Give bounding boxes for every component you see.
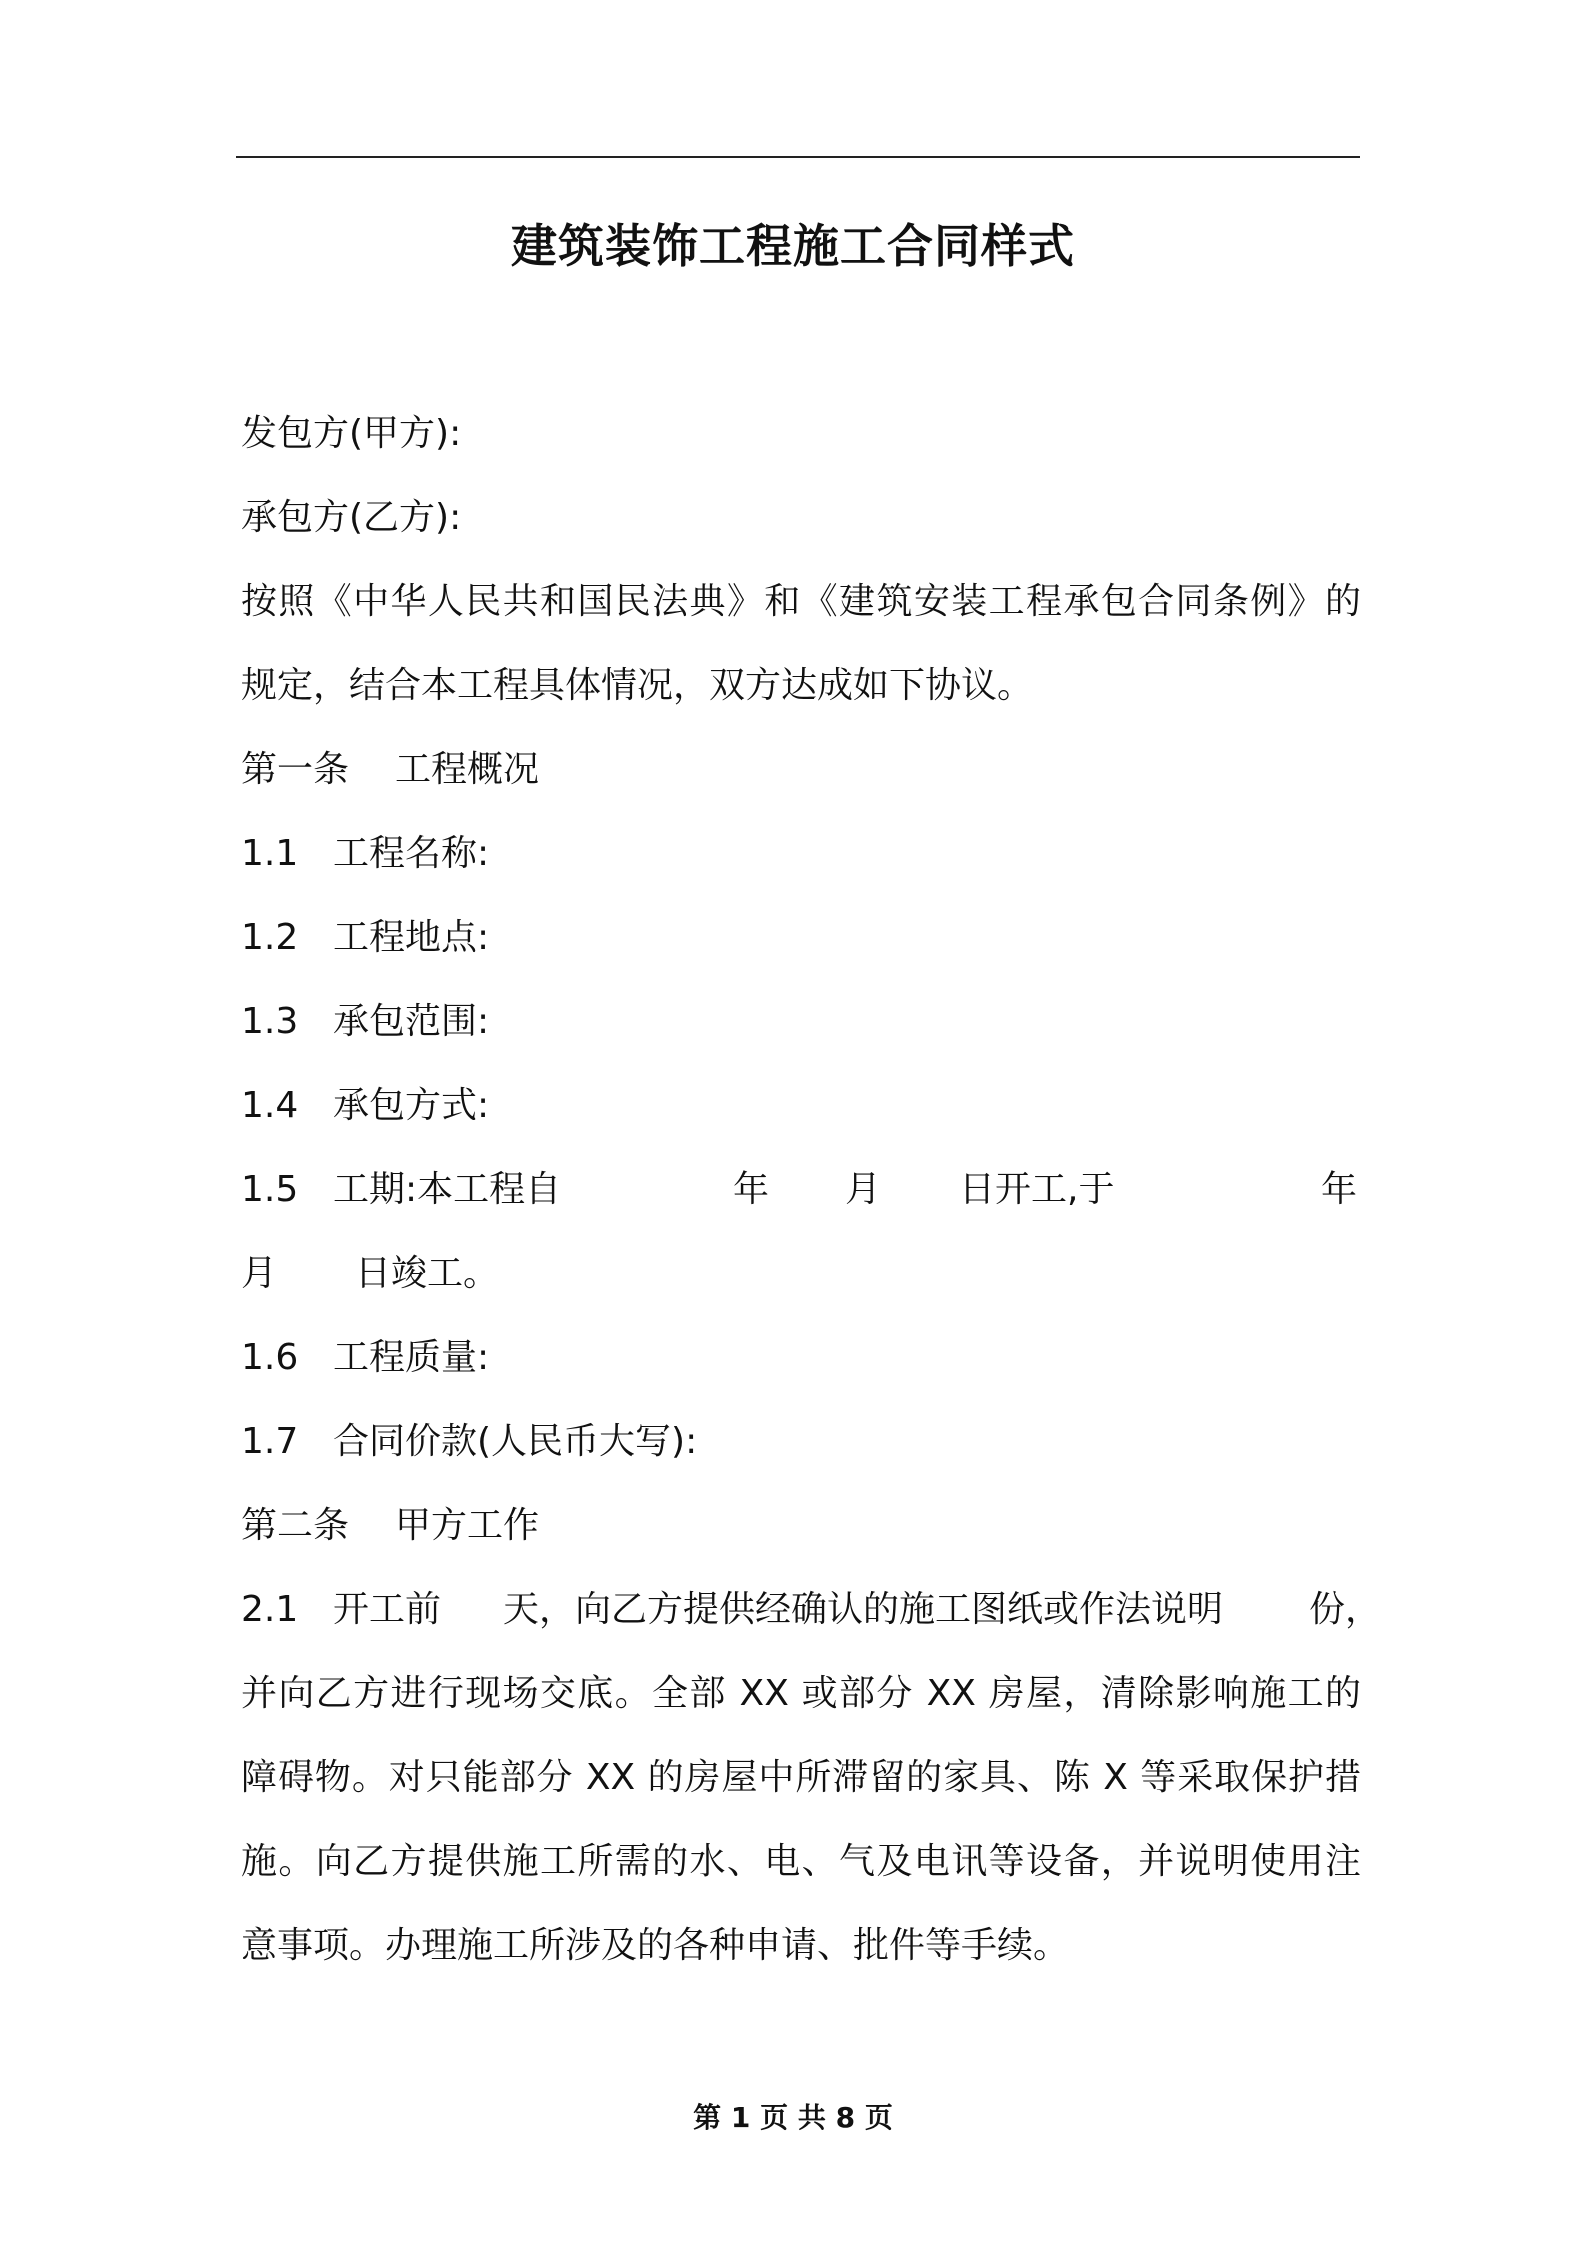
end-year-label: 年 — [1321, 1169, 1358, 1210]
item-number: 1.2 — [241, 917, 299, 958]
item-1-5-line-1 — [241, 1160, 1361, 1220]
article-2-title: 甲方工作 — [395, 1505, 540, 1546]
item-text: 工程名称: — [333, 833, 490, 874]
article-1-label: 第一条 — [241, 749, 350, 790]
item-1-1 — [241, 824, 489, 884]
page-number-footer: 第 1 页 共 8 页 — [693, 2101, 893, 2134]
item-2-1-text-c: 份， — [1309, 1589, 1382, 1630]
item-number: 1.7 — [241, 1421, 299, 1462]
end-month-label: 月 — [241, 1253, 278, 1294]
duration-mid-text: 日开工,于 — [959, 1169, 1115, 1210]
preamble-line-1: 按照《中华人民共和国民法典》和《建筑安装工程承包合同条例》的 — [241, 581, 1361, 622]
item-number: 2.1 — [241, 1589, 299, 1630]
item-number: 1.6 — [241, 1337, 299, 1378]
item-1-5-line-2 — [241, 1244, 1361, 1304]
article-1-title: 工程概况 — [395, 749, 540, 790]
item-number: 1.3 — [241, 1001, 299, 1042]
header-rule — [236, 156, 1360, 158]
item-2-1-line-4: 施。向乙方提供施工所需的水、电、气及电讯等设备，并说明使用注 — [241, 1841, 1361, 1882]
item-number: 1.5 — [241, 1169, 299, 1210]
item-text: 工程地点: — [333, 917, 490, 958]
item-text: 承包范围: — [333, 1001, 490, 1042]
duration-end-text: 日竣工。 — [355, 1253, 500, 1294]
item-1-3 — [241, 992, 489, 1052]
party-b-line: 承包方(乙方): — [241, 497, 462, 538]
party-a-line: 发包方(甲方): — [241, 413, 462, 454]
article-2-heading — [241, 1496, 539, 1556]
item-2-1-text-b: 天，向乙方提供经确认的施工图纸或作法说明 — [503, 1589, 1224, 1630]
item-1-2 — [241, 908, 489, 968]
item-text: 工程质量: — [333, 1337, 490, 1378]
duration-start-text: 工期:本工程自 — [333, 1169, 562, 1210]
article-2-label: 第二条 — [241, 1505, 350, 1546]
item-1-4 — [241, 1076, 489, 1136]
item-2-1-text-a: 开工前 — [333, 1589, 442, 1630]
item-1-7 — [241, 1412, 697, 1472]
item-2-1-line-1 — [241, 1580, 1382, 1640]
item-2-1-line-5: 意事项。办理施工所涉及的各种申请、批件等手续。 — [241, 1925, 1070, 1966]
item-text: 承包方式: — [333, 1085, 490, 1126]
item-2-1-line-2: 并向乙方进行现场交底。全部 XX 或部分 XX 房屋，清除影响施工的 — [241, 1673, 1361, 1714]
item-1-6 — [241, 1328, 489, 1388]
start-month-label: 月 — [845, 1169, 882, 1210]
preamble-line-2: 规定，结合本工程具体情况，双方达成如下协议。 — [241, 665, 1034, 706]
item-number: 1.4 — [241, 1085, 299, 1126]
start-year-label: 年 — [733, 1169, 770, 1210]
document-title: 建筑装饰工程施工合同样式 — [511, 219, 1075, 273]
item-number: 1.1 — [241, 833, 299, 874]
article-1-heading — [241, 740, 539, 800]
item-text: 合同价款(人民币大写): — [333, 1421, 698, 1462]
item-2-1-line-3: 障碍物。对只能部分 XX 的房屋中所滞留的家具、陈 X 等采取保护措 — [241, 1757, 1361, 1798]
